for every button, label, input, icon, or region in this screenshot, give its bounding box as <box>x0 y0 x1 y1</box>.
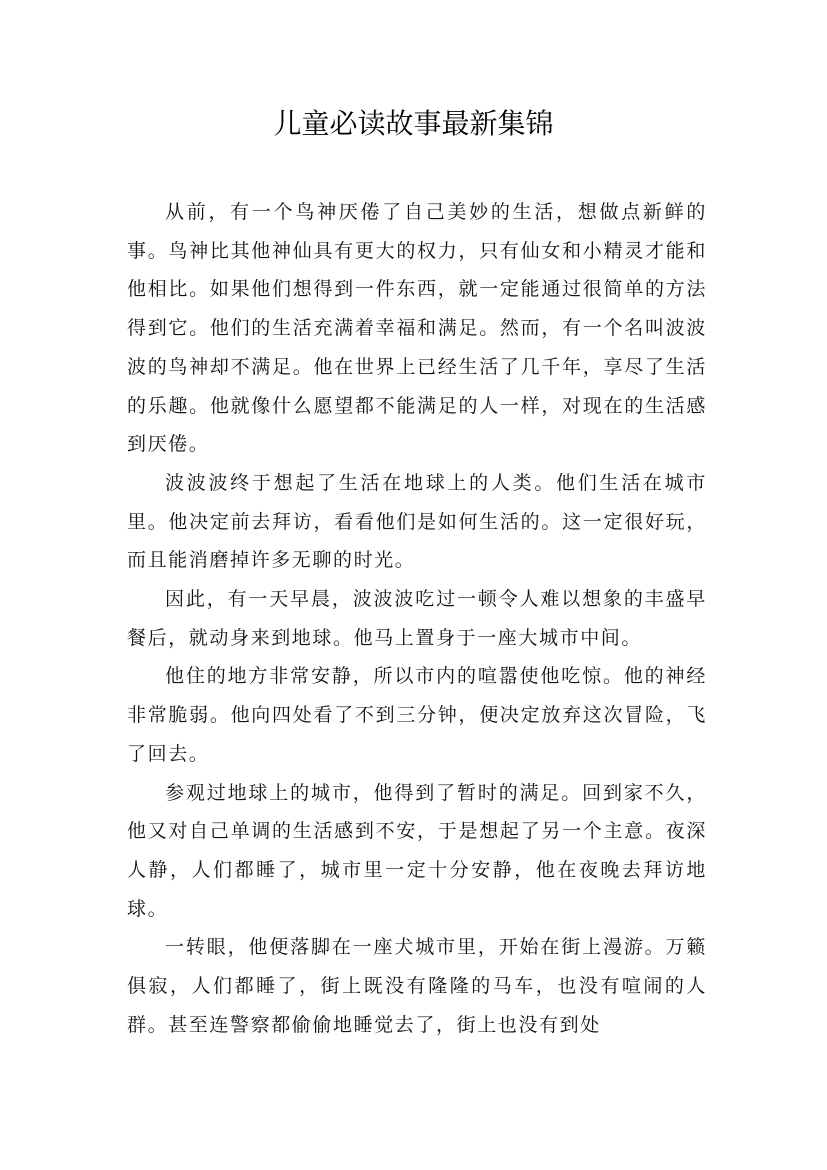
paragraph-2: 波波波终于想起了生活在地球上的人类。他们生活在城市里。他决定前去拜访，看看他们是如何生活的。这一定很好玩，而且能消磨掉许多无聊的时光。 <box>127 471 707 572</box>
paragraph-6: 一转眼，他便落脚在一座犬城市里，开始在街上漫游。万籁俱寂，人们都睡了，街上既没有隆隆的马车，也没有喧闹的人群。甚至连警察都偷偷地睡觉去了，街上也没有到处 <box>127 936 707 1036</box>
paragraph-3: 因此，有一天早晨，波波波吃过一顿令人难以想象的丰盛早餐后，就动身来到地球。他马上置身于一座大城市中间。 <box>127 588 707 649</box>
document-body <box>127 193 707 1044</box>
paragraph-5: 参观过地球上的城市，他得到了暂时的满足。回到家不久，他又对自己单调的生活感到不安，于是想起了另一个主意。夜深人静，人们都睡了，城市里一定十分安静，他在夜晚去拜访地球。 <box>127 781 707 920</box>
document-title: 儿童必读故事最新集锦 <box>273 107 554 140</box>
paragraph-1: 从前，有一个鸟神厌倦了自己美妙的生活，想做点新鲜的事。鸟神比其他神仙具有更大的权力，只有仙女和小精灵才能和他相比。如果他们想得到一件东西，就一定能通过很简单的方法得到它。他们的生活充满着幸福和满足。然而，有一个名叫波波波的鸟神却不满足。他在世界上已经生活了几千年，享尽了生活的乐趣。他就像什么愿望都不能满足的人一样，对现在的生活感到厌倦。 <box>127 201 707 456</box>
paragraph-4: 他住的地方非常安静，所以市内的喧嚣使他吃惊。他的神经非常脆弱。他向四处看了不到三分钟，便决定放弃这次冒险，飞了回去。 <box>127 665 707 765</box>
